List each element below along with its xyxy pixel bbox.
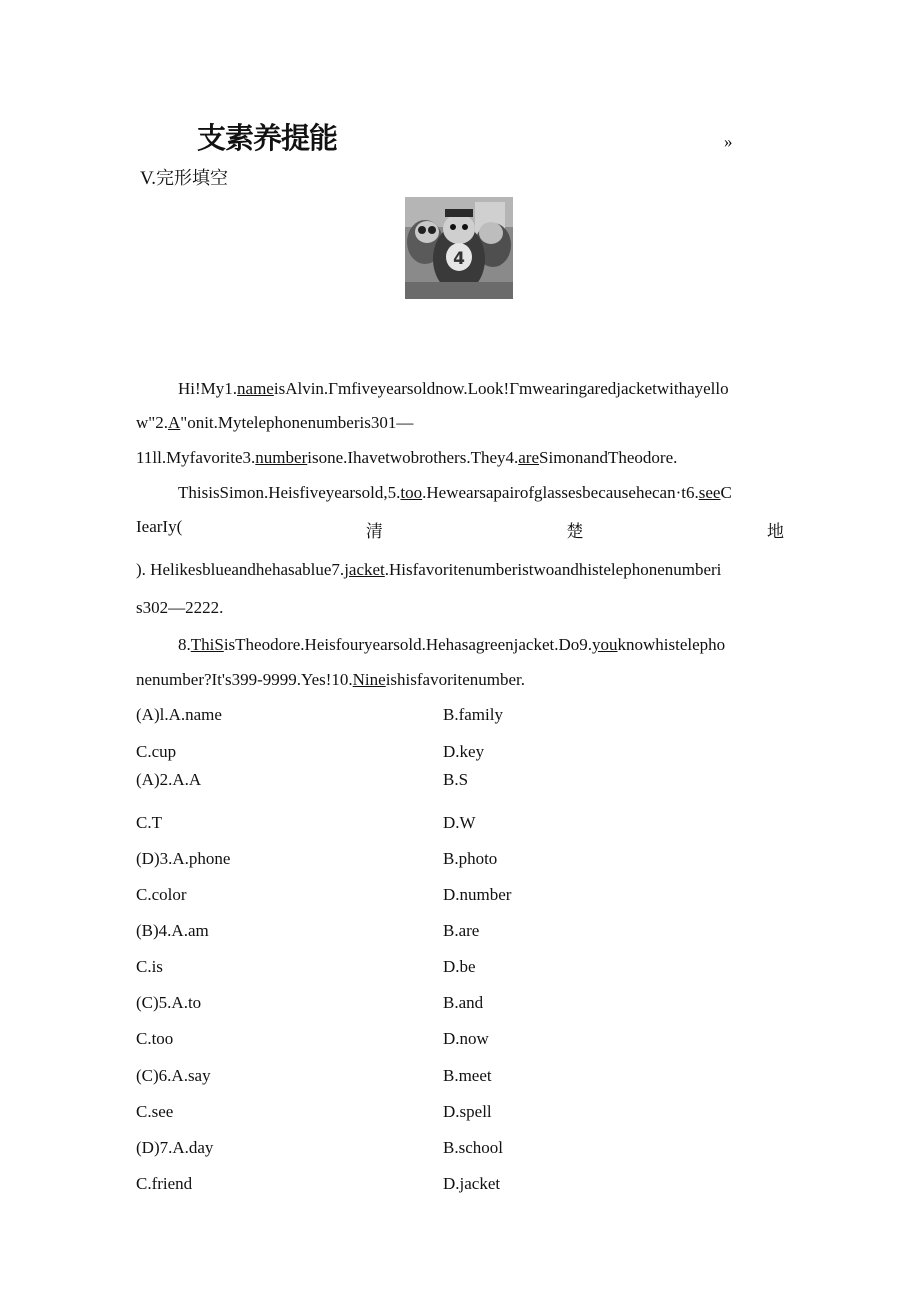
option-row-12-right: D.spell [443, 1102, 492, 1121]
section-number: V. [140, 168, 157, 189]
option-row-13-right: B.school [443, 1138, 503, 1157]
option-row-4-right: D.W [443, 813, 476, 832]
section-heading [140, 164, 228, 190]
option-row-5-left: (D)3.A.phone [136, 849, 231, 868]
option-row-6-left: C.color [136, 885, 187, 904]
blank-answer-8: ThiS [190, 635, 224, 654]
blank-answer-3: number [255, 448, 308, 467]
option-row-14-left: C.friend [136, 1174, 193, 1193]
passage-line-9: nenumber?It's399-9999.Yes!10.Nineishisfavoritenumber. [136, 670, 525, 689]
option-row-11-right: B.meet [443, 1066, 492, 1085]
option-row-6-right: D.number [443, 885, 512, 904]
option-row-3-right: B.S [443, 770, 469, 789]
option-row-10-left: C.too [136, 1029, 174, 1048]
blank-answer-7: jacket [344, 560, 385, 579]
passage-line-8: 8.ThiSisTheodore.Heisfouryearsold.Hehasagreenjacket.Do9.youknowhistelepho [178, 635, 726, 654]
blank-answer-5: too [400, 483, 423, 502]
option-row-7-right: B.are [443, 921, 480, 940]
chipmunks-illustration [405, 197, 513, 299]
option-row-12-left: C.see [136, 1102, 174, 1121]
option-row-1-right: B.family [443, 705, 503, 724]
blank-answer-6: see [698, 483, 721, 502]
passage-line-6: ). Helikesblueandhehasablue7.jacket.Hisfavoritenumberistwoandhistelephonenumberi [136, 560, 722, 579]
option-row-9-right: B.and [443, 993, 484, 1012]
passage-line-1: Hi!My1.nameisAlvin.Γmfiveyearsoldnow.Look!Γmwearingaredjacketwithayello [178, 379, 729, 398]
option-row-3-left: (A)2.A.A [136, 770, 202, 789]
option-row-7-left: (B)4.A.am [136, 921, 209, 940]
passage-line-3: 11ll.Myfavorite3.numberisone.Ihavetwobrothers.They4.areSimonandTheodore. [136, 448, 678, 467]
option-row-1-left: (A)l.A.name [136, 705, 222, 724]
passage-line-7: s302—2222. [136, 598, 224, 617]
blank-answer-1: name [237, 379, 274, 398]
blank-answer-10: Nine [352, 670, 386, 689]
page-marker: » [724, 132, 733, 151]
shirt-number: 4 [453, 249, 465, 269]
section-title: 支素养提能 [197, 121, 338, 155]
blank-answer-2: A [167, 413, 181, 432]
option-row-2-left: C.cup [136, 742, 177, 761]
option-row-9-left: (C)5.A.to [136, 993, 202, 1012]
option-row-8-right: D.be [443, 957, 476, 976]
option-row-11-left: (C)6.A.say [136, 1066, 211, 1085]
option-row-4-left: C.T [136, 813, 162, 832]
blank-answer-4: are [518, 448, 540, 467]
option-row-10-right: D.now [443, 1029, 489, 1048]
option-row-13-left: (D)7.A.day [136, 1138, 214, 1157]
passage-line-5: IearIy( 清 楚 地 [136, 517, 784, 542]
passage-line-2: w"2.A"onit.Mytelephonenumberis301— [136, 413, 414, 432]
option-row-2-right: D.key [443, 742, 485, 761]
option-row-5-right: B.photo [443, 849, 498, 868]
passage-line-4: ThisisSimon.Heisfiveyearsold,5.too.Hewearsapairofglassesbecausehecan·t6.seeC [178, 483, 732, 502]
option-row-14-right: D.jacket [443, 1174, 501, 1193]
section-name: 完形填空 [156, 168, 229, 189]
option-row-8-left: C.is [136, 957, 163, 976]
blank-answer-9: you [592, 635, 618, 654]
